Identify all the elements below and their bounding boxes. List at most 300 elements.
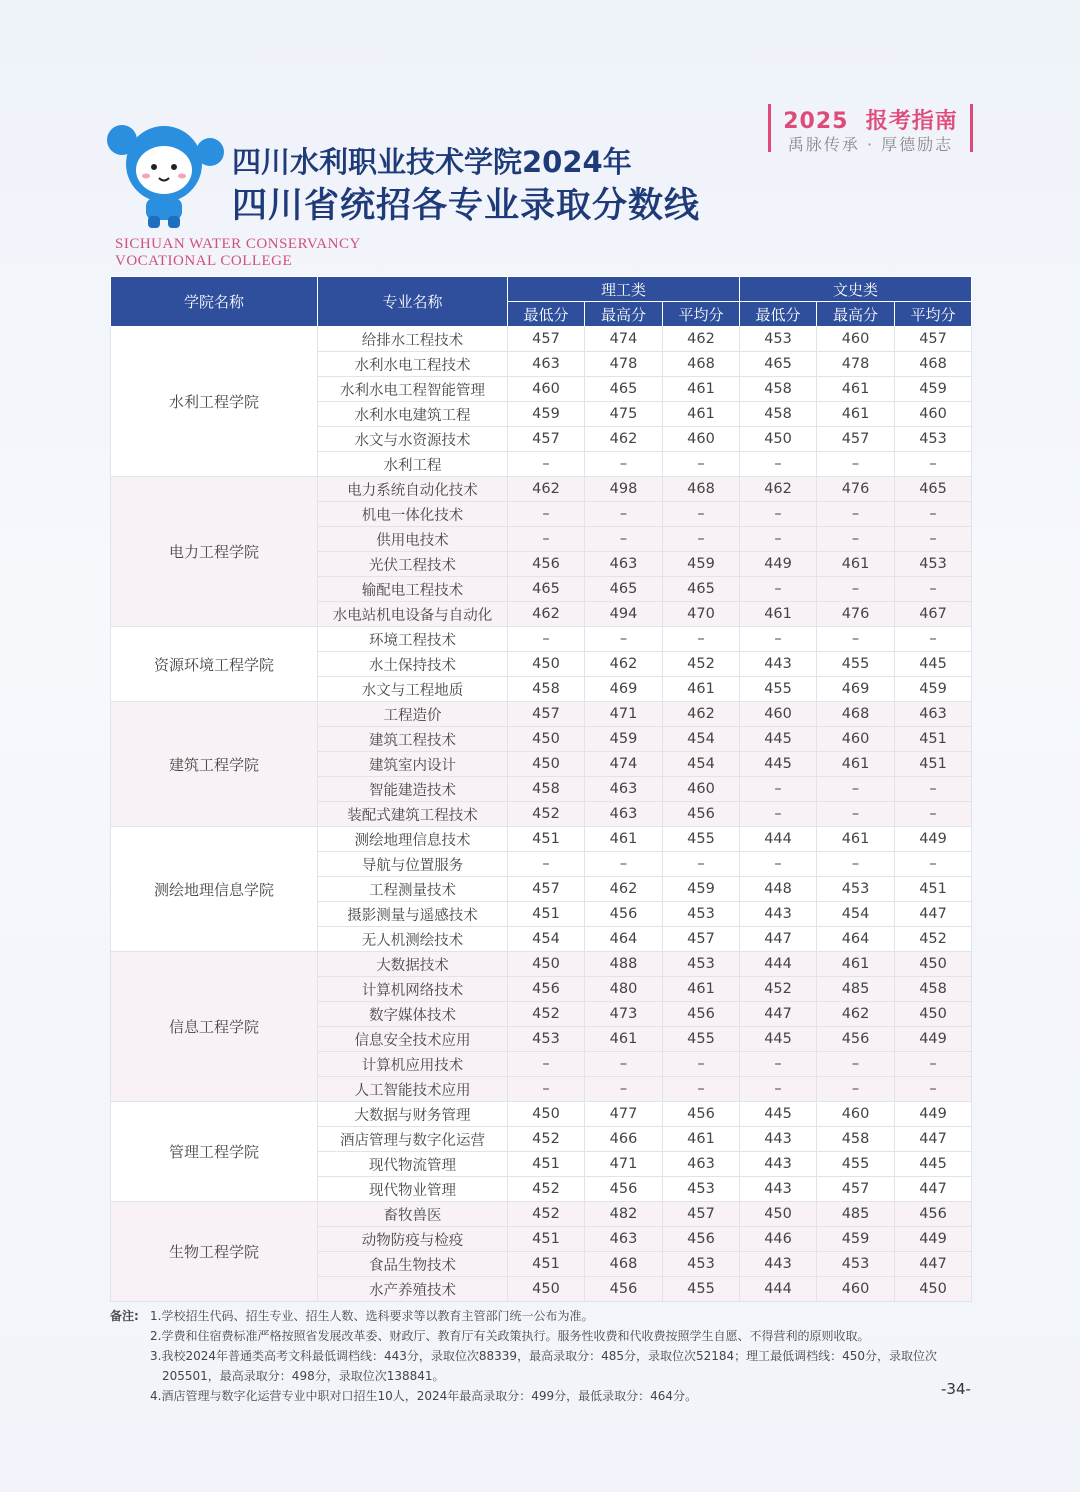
- science-avg-cell: 454: [663, 727, 740, 752]
- arts-min-cell: 443: [740, 652, 817, 677]
- science-max-cell: 498: [585, 477, 663, 502]
- science-min-cell: 463: [508, 352, 585, 377]
- science-max-cell: 456: [585, 1177, 663, 1202]
- science-min-cell: 454: [508, 927, 585, 952]
- arts-max-cell: 461: [817, 952, 895, 977]
- science-avg-cell: 455: [663, 1027, 740, 1052]
- science-max-cell: 463: [585, 802, 663, 827]
- science-min-cell: 451: [508, 1252, 585, 1277]
- science-min-cell: 452: [508, 1177, 585, 1202]
- science-avg-cell: 452: [663, 652, 740, 677]
- science-min-cell: 462: [508, 602, 585, 627]
- science-avg-cell: –: [663, 1052, 740, 1077]
- major-name-cell: 环境工程技术: [318, 627, 508, 652]
- arts-min-cell: –: [740, 502, 817, 527]
- major-name-cell: 水产养殖技术: [318, 1277, 508, 1302]
- arts-avg-cell: 449: [895, 827, 972, 852]
- college-name-cell: 管理工程学院: [111, 1102, 318, 1202]
- arts-min-cell: 443: [740, 1152, 817, 1177]
- science-min-cell: 450: [508, 1102, 585, 1127]
- science-min-cell: 452: [508, 1202, 585, 1227]
- title-line-1: 四川水利职业技术学院2024年: [232, 145, 632, 179]
- major-name-cell: 机电一体化技术: [318, 502, 508, 527]
- science-min-cell: 453: [508, 1027, 585, 1052]
- arts-avg-cell: 452: [895, 927, 972, 952]
- arts-max-cell: –: [817, 627, 895, 652]
- arts-min-cell: –: [740, 577, 817, 602]
- arts-min-cell: 446: [740, 1227, 817, 1252]
- science-avg-cell: 454: [663, 752, 740, 777]
- science-min-cell: 450: [508, 952, 585, 977]
- arts-max-cell: –: [817, 527, 895, 552]
- arts-avg-cell: 468: [895, 352, 972, 377]
- science-min-cell: 457: [508, 877, 585, 902]
- arts-avg-cell: 445: [895, 652, 972, 677]
- science-avg-cell: 463: [663, 1152, 740, 1177]
- arts-min-cell: 445: [740, 1027, 817, 1052]
- arts-avg-cell: –: [895, 452, 972, 477]
- major-name-cell: 信息安全技术应用: [318, 1027, 508, 1052]
- science-max-cell: 456: [585, 902, 663, 927]
- arts-max-cell: 457: [817, 1177, 895, 1202]
- arts-min-cell: –: [740, 1052, 817, 1077]
- arts-avg-cell: 447: [895, 1177, 972, 1202]
- major-name-cell: 大数据技术: [318, 952, 508, 977]
- science-max-cell: 463: [585, 777, 663, 802]
- score-table-body: [111, 327, 972, 1302]
- science-min-cell: 450: [508, 1277, 585, 1302]
- arts-max-cell: 461: [817, 552, 895, 577]
- arts-max-cell: 453: [817, 1252, 895, 1277]
- header-arts-min: 最低分: [740, 302, 817, 327]
- arts-min-cell: 443: [740, 1252, 817, 1277]
- major-name-cell: 水电站机电设备与自动化: [318, 602, 508, 627]
- arts-max-cell: 459: [817, 1227, 895, 1252]
- arts-max-cell: 460: [817, 1277, 895, 1302]
- arts-avg-cell: 447: [895, 1252, 972, 1277]
- arts-avg-cell: 449: [895, 1102, 972, 1127]
- science-min-cell: 452: [508, 1127, 585, 1152]
- header-arts-avg: 平均分: [895, 302, 972, 327]
- arts-max-cell: 460: [817, 327, 895, 352]
- major-name-cell: 大数据与财务管理: [318, 1102, 508, 1127]
- science-max-cell: 478: [585, 352, 663, 377]
- science-avg-cell: 456: [663, 802, 740, 827]
- science-avg-cell: 462: [663, 327, 740, 352]
- arts-max-cell: 476: [817, 602, 895, 627]
- science-min-cell: 450: [508, 752, 585, 777]
- science-min-cell: 459: [508, 402, 585, 427]
- arts-avg-cell: 458: [895, 977, 972, 1002]
- science-avg-cell: 457: [663, 927, 740, 952]
- arts-max-cell: 456: [817, 1027, 895, 1052]
- arts-min-cell: –: [740, 627, 817, 652]
- score-table: [110, 276, 972, 1302]
- arts-min-cell: 455: [740, 677, 817, 702]
- notes-label: 备注:: [110, 1309, 139, 1323]
- major-name-cell: 现代物业管理: [318, 1177, 508, 1202]
- science-min-cell: 458: [508, 777, 585, 802]
- major-name-cell: 计算机应用技术: [318, 1052, 508, 1077]
- header-science-max: 最高分: [585, 302, 663, 327]
- major-name-cell: 给排水工程技术: [318, 327, 508, 352]
- science-avg-cell: –: [663, 852, 740, 877]
- major-name-cell: 建筑室内设计: [318, 752, 508, 777]
- arts-avg-cell: 450: [895, 1277, 972, 1302]
- science-max-cell: –: [585, 852, 663, 877]
- major-name-cell: 水土保持技术: [318, 652, 508, 677]
- science-max-cell: 474: [585, 752, 663, 777]
- science-avg-cell: –: [663, 452, 740, 477]
- arts-avg-cell: –: [895, 502, 972, 527]
- science-max-cell: 462: [585, 652, 663, 677]
- major-name-cell: 现代物流管理: [318, 1152, 508, 1177]
- arts-min-cell: 445: [740, 752, 817, 777]
- science-max-cell: 469: [585, 677, 663, 702]
- note-item: 3.我校2024年普通类高考文科最低调档线：443分，录取位次88339，最高录取分：485分，录取位次52184；理工最低调档线：450分，录取位次: [150, 1349, 938, 1363]
- major-name-cell: 无人机测绘技术: [318, 927, 508, 952]
- science-min-cell: –: [508, 1052, 585, 1077]
- arts-avg-cell: 449: [895, 1027, 972, 1052]
- arts-min-cell: 449: [740, 552, 817, 577]
- arts-min-cell: –: [740, 452, 817, 477]
- science-avg-cell: 461: [663, 1127, 740, 1152]
- major-name-cell: 水利工程: [318, 452, 508, 477]
- major-name-cell: 动物防疫与检疫: [318, 1227, 508, 1252]
- science-max-cell: –: [585, 452, 663, 477]
- science-min-cell: 460: [508, 377, 585, 402]
- science-min-cell: –: [508, 1077, 585, 1102]
- science-avg-cell: 468: [663, 352, 740, 377]
- arts-min-cell: 458: [740, 402, 817, 427]
- science-min-cell: 452: [508, 1002, 585, 1027]
- arts-avg-cell: 447: [895, 1127, 972, 1152]
- table-row: [111, 327, 972, 352]
- guide-bar-right: [970, 104, 973, 152]
- science-max-cell: 480: [585, 977, 663, 1002]
- science-min-cell: 465: [508, 577, 585, 602]
- arts-min-cell: 444: [740, 952, 817, 977]
- major-name-cell: 建筑工程技术: [318, 727, 508, 752]
- arts-max-cell: 476: [817, 477, 895, 502]
- arts-max-cell: 464: [817, 927, 895, 952]
- header-major: 专业名称: [318, 277, 508, 327]
- header-science-avg: 平均分: [663, 302, 740, 327]
- arts-avg-cell: –: [895, 1077, 972, 1102]
- arts-max-cell: 457: [817, 427, 895, 452]
- arts-max-cell: 485: [817, 977, 895, 1002]
- arts-min-cell: 452: [740, 977, 817, 1002]
- science-min-cell: 450: [508, 727, 585, 752]
- college-name-cell: 水利工程学院: [111, 327, 318, 477]
- table-row: [111, 827, 972, 852]
- arts-min-cell: 445: [740, 727, 817, 752]
- science-max-cell: 494: [585, 602, 663, 627]
- science-avg-cell: 461: [663, 402, 740, 427]
- notes: [110, 1306, 990, 1406]
- major-name-cell: 数字媒体技术: [318, 1002, 508, 1027]
- major-name-cell: 测绘地理信息技术: [318, 827, 508, 852]
- table-row: [111, 1202, 972, 1227]
- major-name-cell: 水利水电建筑工程: [318, 402, 508, 427]
- science-min-cell: –: [508, 627, 585, 652]
- arts-min-cell: 443: [740, 1127, 817, 1152]
- arts-min-cell: 458: [740, 377, 817, 402]
- arts-min-cell: 445: [740, 1102, 817, 1127]
- major-name-cell: 畜牧兽医: [318, 1202, 508, 1227]
- arts-max-cell: 478: [817, 352, 895, 377]
- arts-min-cell: 460: [740, 702, 817, 727]
- guide-badge: [768, 104, 973, 152]
- major-name-cell: 食品生物技术: [318, 1252, 508, 1277]
- science-avg-cell: –: [663, 1077, 740, 1102]
- major-name-cell: 供用电技术: [318, 527, 508, 552]
- arts-min-cell: –: [740, 802, 817, 827]
- arts-avg-cell: 459: [895, 677, 972, 702]
- arts-max-cell: –: [817, 452, 895, 477]
- note-item: 1.学校招生代码、招生专业、招生人数、选科要求等以教育主管部门统一公布为准。: [150, 1309, 594, 1323]
- major-name-cell: 计算机网络技术: [318, 977, 508, 1002]
- science-avg-cell: 461: [663, 377, 740, 402]
- header-arts-max: 最高分: [817, 302, 895, 327]
- science-max-cell: 468: [585, 1252, 663, 1277]
- science-avg-cell: 455: [663, 827, 740, 852]
- science-avg-cell: 455: [663, 1277, 740, 1302]
- science-avg-cell: 468: [663, 477, 740, 502]
- science-min-cell: 458: [508, 677, 585, 702]
- arts-avg-cell: 450: [895, 1002, 972, 1027]
- arts-avg-cell: –: [895, 627, 972, 652]
- science-max-cell: 463: [585, 552, 663, 577]
- science-max-cell: 482: [585, 1202, 663, 1227]
- science-max-cell: –: [585, 527, 663, 552]
- arts-max-cell: –: [817, 502, 895, 527]
- college-name-cell: 测绘地理信息学院: [111, 827, 318, 952]
- arts-avg-cell: 460: [895, 402, 972, 427]
- science-avg-cell: 462: [663, 702, 740, 727]
- arts-min-cell: 444: [740, 827, 817, 852]
- science-max-cell: 462: [585, 427, 663, 452]
- science-avg-cell: 461: [663, 677, 740, 702]
- arts-avg-cell: –: [895, 527, 972, 552]
- arts-min-cell: 450: [740, 1202, 817, 1227]
- science-min-cell: 451: [508, 1227, 585, 1252]
- arts-max-cell: 461: [817, 752, 895, 777]
- arts-min-cell: 450: [740, 427, 817, 452]
- note-item: 205501，最高录取分：498分，录取位次138841。: [162, 1369, 445, 1383]
- arts-max-cell: 455: [817, 652, 895, 677]
- science-max-cell: 461: [585, 1027, 663, 1052]
- science-min-cell: –: [508, 452, 585, 477]
- table-row: [111, 1102, 972, 1127]
- table-row: [111, 627, 972, 652]
- arts-min-cell: 444: [740, 1277, 817, 1302]
- science-max-cell: 477: [585, 1102, 663, 1127]
- arts-max-cell: –: [817, 577, 895, 602]
- arts-avg-cell: 465: [895, 477, 972, 502]
- arts-avg-cell: 467: [895, 602, 972, 627]
- arts-max-cell: –: [817, 1052, 895, 1077]
- science-max-cell: 456: [585, 1277, 663, 1302]
- arts-max-cell: 461: [817, 402, 895, 427]
- major-name-cell: 装配式建筑工程技术: [318, 802, 508, 827]
- arts-max-cell: 455: [817, 1152, 895, 1177]
- arts-avg-cell: 445: [895, 1152, 972, 1177]
- science-max-cell: 475: [585, 402, 663, 427]
- science-min-cell: –: [508, 527, 585, 552]
- header-science-min: 最低分: [508, 302, 585, 327]
- college-name-cell: 资源环境工程学院: [111, 627, 318, 702]
- arts-avg-cell: 451: [895, 727, 972, 752]
- science-avg-cell: 465: [663, 577, 740, 602]
- table-row: [111, 952, 972, 977]
- major-name-cell: 水文与水资源技术: [318, 427, 508, 452]
- arts-min-cell: 443: [740, 1177, 817, 1202]
- major-name-cell: 摄影测量与遥感技术: [318, 902, 508, 927]
- science-min-cell: 451: [508, 827, 585, 852]
- arts-avg-cell: –: [895, 852, 972, 877]
- science-min-cell: –: [508, 502, 585, 527]
- major-name-cell: 水利水电工程智能管理: [318, 377, 508, 402]
- major-name-cell: 光伏工程技术: [318, 552, 508, 577]
- guide-slogan: 禹脉传承 · 厚德励志: [787, 135, 954, 154]
- arts-max-cell: 485: [817, 1202, 895, 1227]
- table-row: [111, 702, 972, 727]
- arts-max-cell: 462: [817, 1002, 895, 1027]
- science-avg-cell: 470: [663, 602, 740, 627]
- science-avg-cell: 460: [663, 777, 740, 802]
- major-name-cell: 工程造价: [318, 702, 508, 727]
- major-name-cell: 人工智能技术应用: [318, 1077, 508, 1102]
- arts-min-cell: 453: [740, 327, 817, 352]
- science-min-cell: 456: [508, 977, 585, 1002]
- arts-min-cell: 465: [740, 352, 817, 377]
- header-arts: 文史类: [740, 277, 972, 302]
- science-avg-cell: 456: [663, 1227, 740, 1252]
- arts-min-cell: 443: [740, 902, 817, 927]
- science-min-cell: 456: [508, 552, 585, 577]
- arts-max-cell: 469: [817, 677, 895, 702]
- science-max-cell: 471: [585, 1152, 663, 1177]
- arts-max-cell: 461: [817, 827, 895, 852]
- college-name-cell: 生物工程学院: [111, 1202, 318, 1302]
- arts-avg-cell: –: [895, 1052, 972, 1077]
- science-avg-cell: 453: [663, 1177, 740, 1202]
- arts-avg-cell: –: [895, 777, 972, 802]
- arts-avg-cell: 451: [895, 752, 972, 777]
- guide-title: 2025 报考指南: [783, 109, 958, 134]
- note-item: 2.学费和住宿费标准严格按照省发展改革委、财政厅、教育厅有关政策执行。服务性收费和代收费按照学生自愿、不得营利的原则收取。: [150, 1329, 870, 1343]
- science-min-cell: –: [508, 852, 585, 877]
- arts-max-cell: 460: [817, 1102, 895, 1127]
- science-min-cell: 450: [508, 652, 585, 677]
- arts-min-cell: 447: [740, 1002, 817, 1027]
- arts-min-cell: –: [740, 777, 817, 802]
- science-avg-cell: 456: [663, 1002, 740, 1027]
- science-min-cell: 457: [508, 702, 585, 727]
- arts-min-cell: 461: [740, 602, 817, 627]
- science-min-cell: 451: [508, 1152, 585, 1177]
- arts-avg-cell: 453: [895, 552, 972, 577]
- header-college: 学院名称: [111, 277, 318, 327]
- science-avg-cell: 453: [663, 1252, 740, 1277]
- science-max-cell: 463: [585, 1227, 663, 1252]
- arts-max-cell: –: [817, 852, 895, 877]
- science-max-cell: 466: [585, 1127, 663, 1152]
- science-avg-cell: –: [663, 527, 740, 552]
- arts-avg-cell: –: [895, 802, 972, 827]
- title-line-2: 四川省统招各专业录取分数线: [232, 186, 701, 226]
- arts-max-cell: 461: [817, 377, 895, 402]
- science-avg-cell: –: [663, 627, 740, 652]
- arts-avg-cell: 457: [895, 327, 972, 352]
- science-avg-cell: 453: [663, 902, 740, 927]
- major-name-cell: 输配电工程技术: [318, 577, 508, 602]
- science-min-cell: 457: [508, 327, 585, 352]
- science-max-cell: 474: [585, 327, 663, 352]
- science-min-cell: 462: [508, 477, 585, 502]
- science-max-cell: 459: [585, 727, 663, 752]
- science-max-cell: –: [585, 1077, 663, 1102]
- science-avg-cell: 459: [663, 552, 740, 577]
- arts-avg-cell: –: [895, 577, 972, 602]
- arts-max-cell: 460: [817, 727, 895, 752]
- science-avg-cell: 460: [663, 427, 740, 452]
- college-name-cell: 信息工程学院: [111, 952, 318, 1102]
- major-name-cell: 水文与工程地质: [318, 677, 508, 702]
- science-max-cell: 465: [585, 577, 663, 602]
- table-row: [111, 477, 972, 502]
- arts-min-cell: 447: [740, 927, 817, 952]
- arts-max-cell: –: [817, 802, 895, 827]
- science-avg-cell: 456: [663, 1102, 740, 1127]
- arts-avg-cell: 463: [895, 702, 972, 727]
- arts-min-cell: 462: [740, 477, 817, 502]
- english-line-2: VOCATIONAL COLLEGE: [115, 253, 293, 269]
- science-max-cell: –: [585, 1052, 663, 1077]
- arts-min-cell: –: [740, 1077, 817, 1102]
- arts-avg-cell: 447: [895, 902, 972, 927]
- english-line-1: SICHUAN WATER CONSERVANCY: [115, 236, 361, 252]
- arts-max-cell: 454: [817, 902, 895, 927]
- science-max-cell: 473: [585, 1002, 663, 1027]
- arts-avg-cell: 449: [895, 1227, 972, 1252]
- science-max-cell: 462: [585, 877, 663, 902]
- arts-max-cell: 468: [817, 702, 895, 727]
- science-max-cell: –: [585, 627, 663, 652]
- arts-max-cell: 458: [817, 1127, 895, 1152]
- arts-avg-cell: 453: [895, 427, 972, 452]
- science-min-cell: 451: [508, 902, 585, 927]
- science-avg-cell: 457: [663, 1202, 740, 1227]
- arts-avg-cell: 456: [895, 1202, 972, 1227]
- science-avg-cell: 453: [663, 952, 740, 977]
- note-item: 4.酒店管理与数字化运营专业中职对口招生10人，2024年最高录取分：499分，最低录取分：464分。: [150, 1389, 698, 1403]
- science-max-cell: 488: [585, 952, 663, 977]
- major-name-cell: 导航与位置服务: [318, 852, 508, 877]
- major-name-cell: 工程测量技术: [318, 877, 508, 902]
- major-name-cell: 智能建造技术: [318, 777, 508, 802]
- header-science: 理工类: [508, 277, 740, 302]
- arts-min-cell: –: [740, 852, 817, 877]
- science-min-cell: 457: [508, 427, 585, 452]
- science-max-cell: 464: [585, 927, 663, 952]
- science-avg-cell: –: [663, 502, 740, 527]
- science-max-cell: 465: [585, 377, 663, 402]
- arts-avg-cell: 450: [895, 952, 972, 977]
- major-name-cell: 酒店管理与数字化运营: [318, 1127, 508, 1152]
- arts-avg-cell: 451: [895, 877, 972, 902]
